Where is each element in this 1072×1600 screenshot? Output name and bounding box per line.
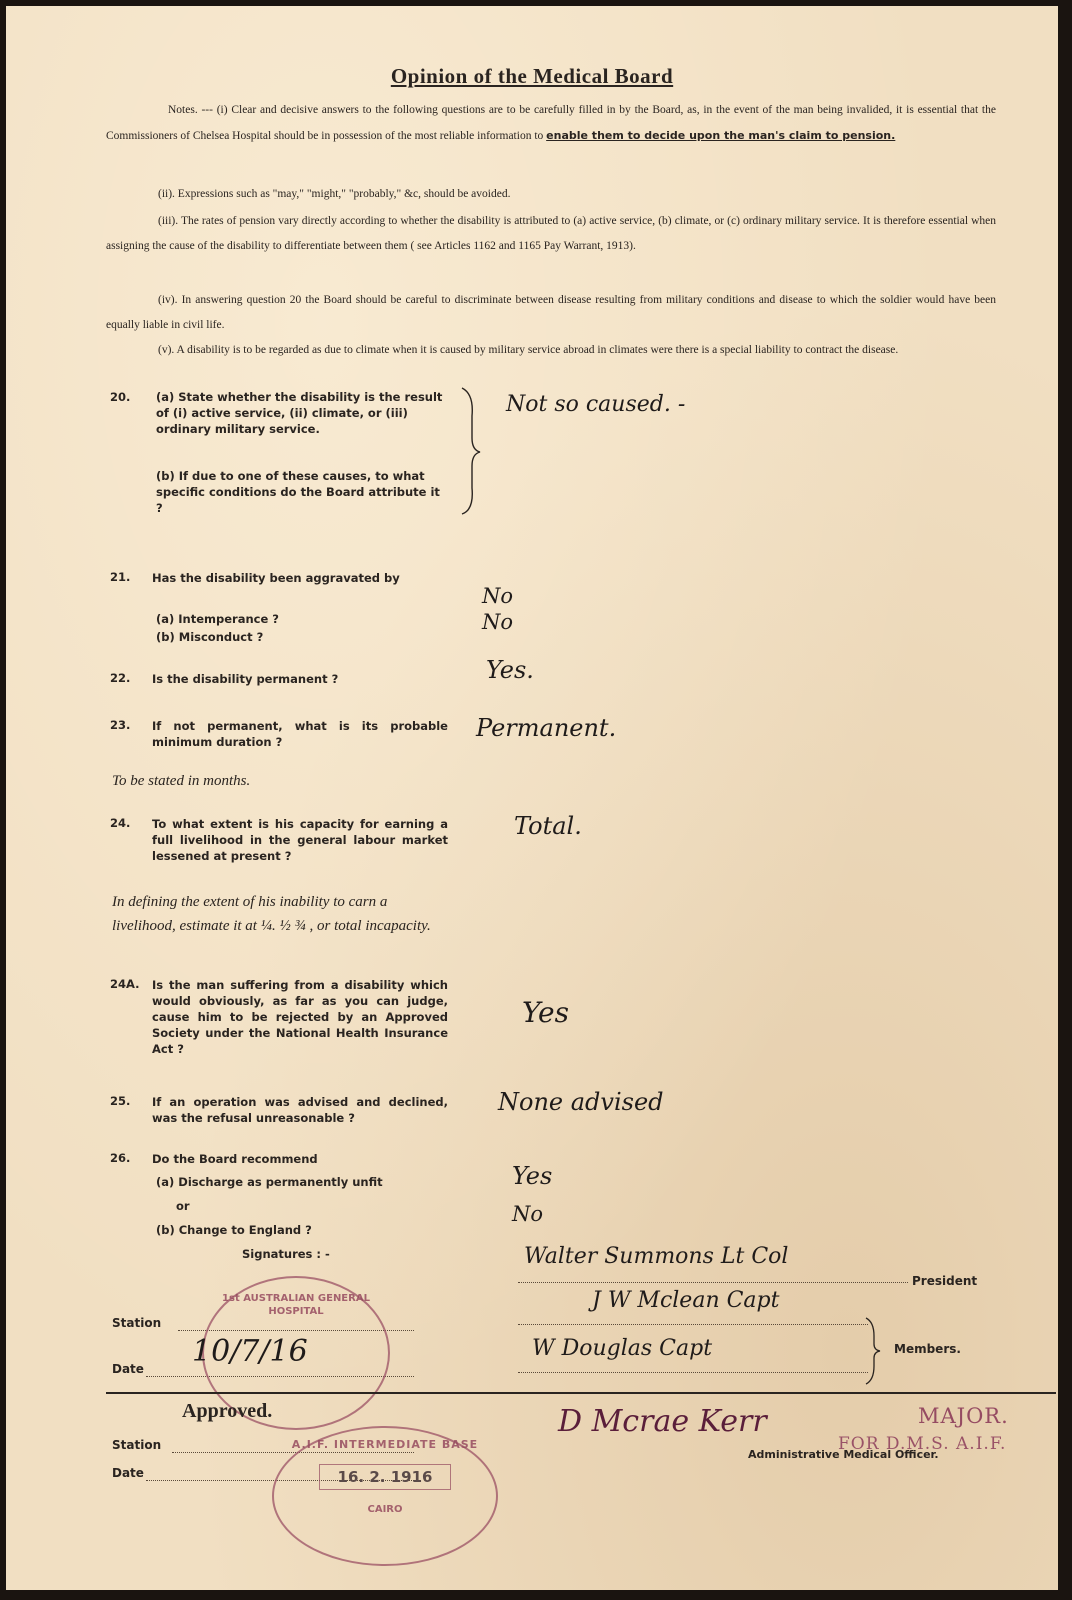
base-stamp-city: CAIRO <box>367 1504 403 1515</box>
president-label: President <box>912 1274 978 1288</box>
q21-text: Has the disability been aggravated by <box>152 571 400 585</box>
q23-note: To be stated in months. <box>112 773 251 789</box>
approval-officer-label: Administrative Medical Officer. <box>748 1448 939 1461</box>
q20-answer: Not so caused. - <box>506 392 686 417</box>
q24a-number: 24A. <box>110 977 140 991</box>
q23-number: 23. <box>110 718 131 732</box>
q20-brace <box>458 386 484 516</box>
q21-b-text: (b) Misconduct ? <box>156 630 264 644</box>
members-label: Members. <box>894 1342 961 1356</box>
q26-text: Do the Board recommend <box>152 1152 318 1166</box>
q24-text: To what extent is his capacity for earning a full livelihood in the general labour market lessened at present ? <box>152 817 448 863</box>
q21-answer-b: No <box>482 610 514 634</box>
q24a-answer: Yes <box>522 996 569 1029</box>
page-title: Opinion of the Medical Board <box>390 64 674 88</box>
q24a-text: Is the man suffering from a disability which would obviously, as far as you can judge, cause him to be rejected by an Approved Society under the National Health Insurance Act ? <box>152 978 448 1056</box>
approval-signature: D Mcrae Kerr <box>558 1404 767 1439</box>
approval-for-line: FOR D.M.S. A.I.F. <box>838 1434 1007 1454</box>
q25-number: 25. <box>110 1094 131 1108</box>
q23-text: If not permanent, what is its probable minimum duration ? <box>152 719 448 749</box>
president-signature: Walter Summons Lt Col <box>524 1244 789 1269</box>
note-1: Notes. --- (i) Clear and decisive answers to the following questions are to be carefully filled in by the Board, as, in the event of the man being invalided, it is essential that the Commissioners of Chelsea Hospital should be in possession of the most reliable information to enable them to decide upon the man's claim to pension. <box>106 104 996 142</box>
member-1-line <box>518 1324 868 1325</box>
q26-number: 26. <box>110 1151 131 1165</box>
q20-b-text: (b) If due to one of these causes, to what specific conditions do the Board attribute it ? <box>156 469 440 515</box>
q23-answer: Permanent. <box>476 714 617 742</box>
note-5: (v). A disability is to be regarded as due to climate when it is caused by military service abroad in climates were there is a special liability to contract the disease. <box>158 344 899 356</box>
q21-answer-a: No <box>482 584 514 608</box>
note-3: (iii). The rates of pension vary directly according to whether the disability is attributed to (a) active service, (b) climate, or (c) ordinary military service. It is therefore essential when assigning the cause of the disability to differentiate between them ( see Articles 1162 and 1165 Pay Warrant, 1913). <box>106 215 996 252</box>
hospital-stamp-text: 1st AUSTRALIAN GENERAL HOSPITAL <box>222 1293 370 1317</box>
q26-a-text: (a) Discharge as permanently unfit <box>156 1175 383 1189</box>
base-stamp-date: 16. 2. 1916 <box>319 1464 451 1490</box>
q24-answer: Total. <box>514 812 582 840</box>
member-2-line <box>518 1372 868 1373</box>
approved-heading: Approved. <box>182 1400 273 1422</box>
member-1-signature: J W Mclean Capt <box>592 1288 780 1313</box>
signatures-label: Signatures : - <box>242 1247 330 1261</box>
q22-number: 22. <box>110 671 131 685</box>
document-page <box>6 6 1058 1590</box>
q26-b-text: (b) Change to England ? <box>156 1223 312 1237</box>
base-stamp <box>272 1426 498 1566</box>
q20-number: 20. <box>110 390 131 404</box>
date-label: Date <box>112 1362 144 1376</box>
q20-a-text: (a) State whether the disability is the result of (i) active service, (ii) climate, or (iii) ordinary military service. <box>156 390 443 436</box>
q22-text: Is the disability permanent ? <box>152 672 339 686</box>
q22-answer: Yes. <box>486 656 534 684</box>
q25-answer: None advised <box>498 1088 664 1116</box>
note-1-underlined: enable them to decide upon the man's claim to pension. <box>546 129 896 142</box>
president-line <box>518 1282 908 1283</box>
separator-line <box>106 1392 1056 1394</box>
q26-or: or <box>176 1199 190 1213</box>
q26-answer-a: Yes <box>512 1162 553 1190</box>
approval-rank: MAJOR. <box>918 1404 1009 1428</box>
q21-a-text: (a) Intemperance ? <box>156 612 279 626</box>
approved-date-label: Date <box>112 1466 144 1480</box>
q21-number: 21. <box>110 570 131 584</box>
member-2-signature: W Douglas Capt <box>532 1336 713 1361</box>
note-2: (ii). Expressions such as "may," "might," "probably," &c, should be avoided. <box>158 188 511 200</box>
q25-text: If an operation was advised and declined, was the refusal unreasonable ? <box>152 1095 448 1125</box>
members-brace <box>864 1316 884 1386</box>
note-4: (iv). In answering question 20 the Board should be careful to discriminate between disease resulting from military conditions and disease to which the soldier would have been equally liable in civil life. <box>106 294 996 331</box>
base-stamp-text: A.I.F. INTERMEDIATE BASE <box>291 1438 479 1451</box>
station-label: Station <box>112 1316 162 1330</box>
q24-number: 24. <box>110 816 131 830</box>
approved-station-label: Station <box>112 1438 162 1452</box>
board-date: 10/7/16 <box>192 1334 308 1369</box>
q26-answer-b: No <box>512 1202 544 1226</box>
q24-note: In defining the extent of his inability to carn a livelihood, estimate it at ¼. ½ ¾ , or total incapacity. <box>112 894 431 934</box>
